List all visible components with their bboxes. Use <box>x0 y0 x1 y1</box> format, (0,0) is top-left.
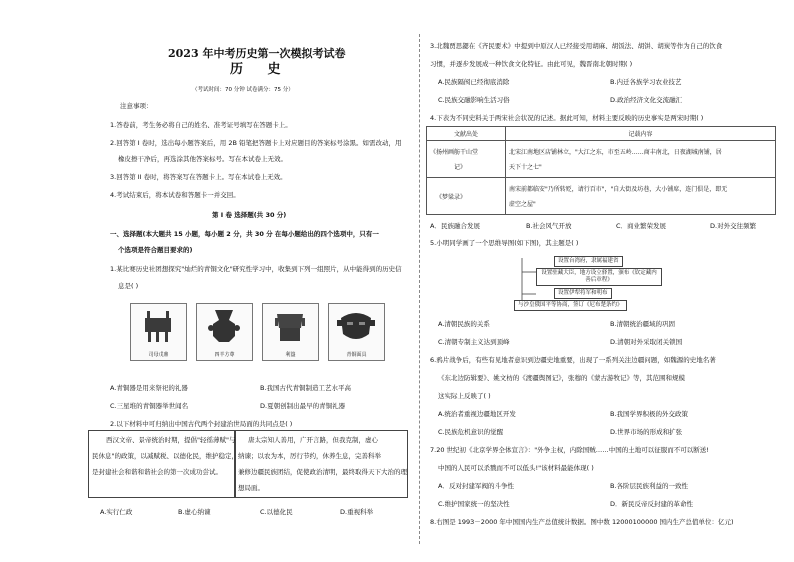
part1-heading: 第 I 卷 选择题(共 30 分) <box>212 211 287 219</box>
mind-map-node: 设置台湾府，隶属福建省 <box>554 256 623 267</box>
bronze-mask-icon <box>337 308 375 344</box>
mind-map-node: 与沙皇俄国平等协商，签订《尼布楚条约》 <box>514 300 627 311</box>
subject-title: 历 史 <box>230 62 291 77</box>
q3-option: D.政治经济文化交流融汇 <box>610 96 683 104</box>
image-caption: 利簋 <box>285 352 296 358</box>
zun-vessel-icon <box>205 308 243 344</box>
table-row <box>427 178 776 215</box>
table-cell: 《梦粱录》 <box>436 193 467 201</box>
q1-option: D.夏朝创制出最早的青铜礼器 <box>260 402 346 410</box>
q2-right-line: 纳谏；以农为本，厉行节约，休养生息，完善科举 <box>238 452 381 460</box>
table-cell: 天下十之七" <box>509 164 542 171</box>
table-cell: 北宋江南地区店铺林立，"大江之东，市至五岭……商丰南北，日夜湖城南铺，居 <box>509 149 722 156</box>
q1-option: C.三星堆的青铜器举世闻名 <box>110 402 189 410</box>
q4-option: C．商业繁荣发展 <box>616 222 667 230</box>
q2-right-line: 想局面。 <box>238 484 264 492</box>
table-header: 记载内容 <box>506 127 776 141</box>
q1-option: B.我国古代青铜制造工艺水平高 <box>260 384 352 392</box>
q6-stem: 6.鸦片战争后，有些有见地者意识到边疆史地重要，出现了一系列关注边疆问题，如魏源的史地名著 <box>430 356 716 364</box>
q7-option: D．新民反帝反封建的革命性 <box>610 500 694 508</box>
q1-stem: 1.某比赛历史社团想探究"灿烂的青铜文化"研究性学习中，收集到下列一组照片，从中能得到的历史信 <box>110 265 402 273</box>
q5-option: A.清朝民族的关系 <box>438 320 490 328</box>
left-column <box>92 0 410 562</box>
table-cell: 《扬州画舫干山堂 <box>430 149 479 156</box>
q2-option: C.以德化民 <box>260 508 293 516</box>
q2-option: A.实行仁政 <box>100 508 133 516</box>
q6-stem: 这实际上反映了( ) <box>438 392 491 400</box>
q3-stem: 习惯，并逐步发展成一种饮食文化特征。由此可见，魏晋南北朝时期( ) <box>430 60 633 68</box>
exam-info: （考试时间：70 分钟 试卷满分：75 分） <box>192 87 294 93</box>
image-caption: 司母戊鼎 <box>148 352 169 358</box>
q2-left-line: 民休息"的政策，以减赋税、以德化民，维护稳定， <box>92 452 238 460</box>
q7-option: C.维护国家统一的坚决性 <box>438 500 510 508</box>
notice-item: 1.答卷前，考生务必将自己的姓名、准考证号填写在答题卡上。 <box>110 121 292 129</box>
q3-stem: 3.北魏贾思勰在《齐民要术》中提到中原汉人已经接受用胡麻、胡饭法、胡饼、胡炭等作为自己的饮食 <box>430 42 723 50</box>
bronze-image-3 <box>262 303 319 361</box>
column-divider <box>419 34 420 544</box>
q7-stem: 7.20 世纪初《北京学界全体宣言》："外争主权，内除国贼……中国的土地可以征服而不可以断送! <box>430 446 709 454</box>
q6-option: C.民族危机意识的觉醒 <box>438 428 504 436</box>
q2-option: B.虚心纳谏 <box>178 508 211 516</box>
table-cell: 记》 <box>454 164 467 171</box>
q4-option: D.对外交往频繁 <box>710 222 757 230</box>
q1-stem: 息是( ) <box>118 282 139 290</box>
notice-item: 2.回答第 I 卷时，选出每小题答案后，用 2B 铅笔把答题卡上对应题目的答案标号涂黑。如需改动，用 <box>110 139 402 147</box>
mind-map-node: 设置伊犁将军和明布 <box>554 288 612 299</box>
q4-option: B.社会风气开放 <box>526 222 572 230</box>
right-column <box>430 0 785 562</box>
q2-right-line: 兼修边疆民族团结，促使政治清明，最终取得天下大治的理 <box>238 468 407 476</box>
q6-option: D.世界市场的形成和扩张 <box>610 428 683 436</box>
q7-stem: 中国的人民可以杀戮而不可以低头!"该材料最能体现( ) <box>438 464 594 472</box>
part1-instruction: 一、选择题(本大题共 15 小题，每小题 2 分，共 30 分 在每小题给出的四个选项中，只有一 <box>110 230 379 238</box>
q6-option: B.我国学界积极的外交政策 <box>610 410 689 418</box>
table-header: 文献出处 <box>427 127 506 141</box>
table-cell: 南宋前都临安"乃所转贬，请行百市"，"自大街及坊巷，大小铺席，连门俱是，即无 <box>509 186 728 193</box>
q6-option: A.统治者重视边疆地区开发 <box>438 410 516 418</box>
q5-option: C.清朝专制主义达到顶峰 <box>438 338 510 346</box>
table-cell: 虚空之屋" <box>509 201 536 208</box>
q6-stem: 《东北边防辑要》、姚文枋的《渡疆舆图记》，张穆的《蒙古游牧记》等，其范围和规模 <box>438 374 685 382</box>
bronze-image-1 <box>130 303 187 361</box>
q2-option: D.重视科举 <box>340 508 374 516</box>
part1-instruction: 个选项是符合题目要求的) <box>118 246 193 254</box>
mind-map-node: 设置驻藏大臣，地方设立驿置，颁布《钦定藏内善后章程》 <box>536 268 662 286</box>
q5-stem: 5.小明同学画了一个思维导图(如下图)，其主题是( ) <box>430 239 579 247</box>
q7-option: B.各阶层民族利益的一致性 <box>610 482 689 490</box>
q2-left-line: 西汉文帝、景帝统治时期，提倡"轻徭薄赋"与 <box>106 436 236 444</box>
q5-option: B.清朝统治疆域的巩固 <box>610 320 676 328</box>
q7-option: A．反对封建军阀的斗争性 <box>438 482 514 490</box>
notice-item: 3.回答第 II 卷时，将答案写在答题卡上。写在本试卷上无效。 <box>110 173 287 181</box>
q4-table <box>426 126 776 215</box>
q5-option: D.清朝对外采取闭关锁国 <box>610 338 683 346</box>
exam-title: 2023 年中考历史第一次模拟考试卷 <box>168 47 346 60</box>
gui-vessel-icon <box>271 308 309 344</box>
image-caption: 青铜面具 <box>346 352 367 358</box>
image-caption: 四羊方尊 <box>214 352 235 358</box>
q3-option: B.内迁各族学习农业技艺 <box>610 78 682 86</box>
q4-stem: 4.下表为不同史料关于两宋社会状况的记述。据此可知，材料主要反映的历史事实是两宋时期( ) <box>430 114 704 122</box>
q8-stem: 8.右图是 1993－2000 年中国国内生产总值统计数据。图中数 12000100000 国内生产总值单位：亿元) <box>430 518 734 526</box>
q3-option: A.民族隔阂已经彻底消除 <box>438 78 510 86</box>
q2-left-line: 是封建社会和谐和谐社会的第一次成功尝试。 <box>92 468 222 476</box>
table-row <box>427 141 776 178</box>
q2-stem: 2.以下材料中可归纳出中国古代两个封建治世局面的共同点是( ) <box>110 420 293 428</box>
notice-heading: 注意事项： <box>120 102 153 110</box>
bronze-image-4 <box>328 303 385 361</box>
notice-item: 橡皮擦干净后，再选涂其他答案标号。写在本试卷上无效。 <box>118 155 287 163</box>
ding-vessel-icon <box>139 308 177 344</box>
bronze-image-2 <box>196 303 253 361</box>
q1-option: A.青铜器是用来祭祀的礼器 <box>110 384 188 392</box>
q3-option: C.民族交融影响生活习俗 <box>438 96 510 104</box>
notice-item: 4.考试结束后，将本试卷和答题卡一并交回。 <box>110 191 240 199</box>
q2-right-line: 唐太宗知人善用，广开言路，但我克制，虚心 <box>248 436 378 444</box>
q4-option: A．民族融合发展 <box>430 222 480 230</box>
